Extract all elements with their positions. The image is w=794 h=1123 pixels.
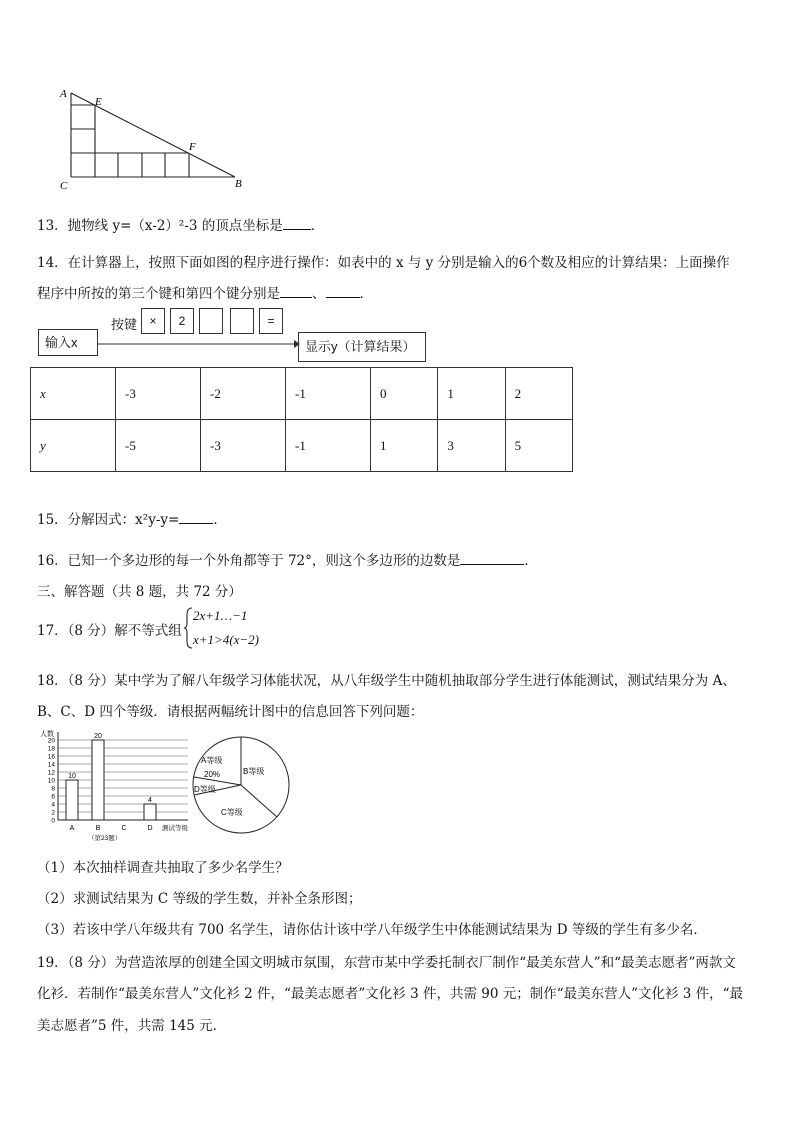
question-19-line3: 美志愿者”5 件，共需 145 元． [37,1018,227,1034]
question-16 [37,549,538,569]
x-tick-label: B [95,825,101,832]
q14-line1: 14．在计算器上，按照下面如图的程序进行操作：如表中的 x 与 y 分别是输入的6个数及相应的计算结果：上面操作 [37,255,730,271]
flow-arrow [98,338,300,350]
y-tick-label: 10 [47,777,55,785]
y-tick-label: 20 [47,737,55,745]
y-tick-label: 8 [51,785,55,793]
y-axis-label: 人数 [40,731,54,738]
data-label: 20 [94,733,102,740]
q14-line2: 程序中所按的第三个键和第四个键分别是 [37,286,280,302]
table-cell: 1 [371,420,438,472]
x-tick-label: A [69,825,75,832]
keys-label: 按键 [111,317,138,332]
question-18-sub1: （1）本次抽样调查共抽取了多少名学生？ [37,860,289,876]
table-row-x [31,368,573,420]
table-cell: -3 [116,368,201,420]
data-label: 4 [148,797,152,804]
q13-end: ． [310,218,325,234]
xy-table [30,367,573,472]
q14-blank-1[interactable] [280,285,312,298]
input-box: 输入x [38,329,98,356]
question-14-line1 [37,251,730,271]
triangle-figure [55,85,255,195]
y-tick-label: 4 [51,801,55,809]
label-A: A [60,88,67,100]
bar-a [66,780,78,820]
question-19-line1: 19．（8 分）为营造浓厚的创建全国文明城市氛围，东营市某中学委托制衣厂制作“最美东营人”和“最美志愿者”两款文 [37,955,736,971]
bar-chart [36,728,192,846]
pie-label-d: D等级 [194,785,216,794]
table-head-y: y [31,420,116,472]
question-15 [37,508,227,528]
key-third-blank[interactable] [199,308,223,334]
q16-end: ． [524,553,538,569]
q15-text: 15．分解因式：x²y-y= [37,512,180,528]
pie-value-a: 20% [204,770,221,779]
q17-inequality-1: 2x+1…−1 [193,608,248,623]
q14-sep: 、 [312,286,326,302]
x-tick-label: D [147,825,153,832]
question-18-sub2: （2）求测试结果为 C 等级的学生数，并补全条形图； [37,891,362,907]
bar-d [144,804,156,820]
q15-end: ． [213,512,227,528]
question-18-line2: B、C、D 四个等级．请根据两幅统计图中的信息回答下列问题： [37,704,424,720]
question-18-sub3: （3）若该中学八年级共有 700 名学生，请你估计该中学八年级学生中体能测试结果为 D 等级的学生有多少名． [37,922,707,938]
table-cell: -5 [116,420,201,472]
pie-label-c: C等级 [221,808,243,817]
table-cell: 3 [438,420,505,472]
x-tick-label: C [121,825,127,832]
table-cell: 0 [371,368,438,420]
pie-label-b: B等级 [243,767,265,776]
y-tick-label: 16 [47,753,55,761]
q13-blank[interactable] [283,217,311,230]
y-tick-label: 2 [51,809,55,817]
table-cell: -2 [201,368,286,420]
table-cell: 1 [438,368,505,420]
x-axis-label: 测试等级 [162,825,188,832]
table-cell: -1 [286,420,371,472]
label-C: C [60,180,68,192]
question-14-line2 [37,282,373,302]
y-tick-label: 0 [51,817,55,825]
table-cell: 5 [505,420,572,472]
table-head-x: x [31,368,116,420]
y-tick-label: 18 [47,745,55,753]
chart-title: （第23题） [88,835,122,842]
question-18-line1: 18．（8 分）某中学为了解八年级学习体能状况，从八年级学生中随机抽取部分学生进行体能测试，测试结果分为 A、 [37,673,736,689]
output-box: 显示y（计算结果） [298,332,426,362]
question-19-line2: 化衫．若制作“最美东营人”文化衫 2 件，“最美志愿者”文化衫 3 件，共需 90 元；制作“最美东营人”文化衫 3 件，“最 [37,986,744,1002]
table-row-y [31,420,573,472]
bar-b [92,740,104,820]
y-tick-label: 6 [51,793,55,801]
system-brace [183,607,193,649]
q15-blank[interactable] [179,511,213,524]
question-17: 17．（8 分）解不等式组 [37,623,182,639]
label-F: F [189,141,196,153]
label-E: E [95,96,102,108]
q14-end: ． [359,286,373,302]
pie-label-a: A等级 [201,756,223,765]
data-label: 10 [68,773,76,780]
key-times[interactable]: × [141,308,165,334]
question-13 [37,214,324,234]
q13-text: 13．抛物线 y=（x-2）²-3 的顶点坐标是 [37,218,283,234]
table-cell: -1 [286,368,371,420]
section-3-title: 三、解答题（共 8 题，共 72 分） [37,584,242,600]
pie-divider-bc [241,785,277,817]
q14-blank-2[interactable] [326,285,360,298]
q16-text: 16．已知一个多边形的每一个外角都等于 72°，则这个多边形的边数是 [37,553,461,569]
q17-inequality-2: x+1>4(x−2) [193,632,260,647]
q16-blank[interactable] [460,552,524,565]
pie-chart [187,733,297,838]
key-fourth-blank[interactable] [230,308,254,334]
y-tick-label: 12 [47,769,55,777]
y-tick-label: 14 [47,761,55,769]
key-2[interactable]: 2 [170,308,194,334]
key-equals[interactable]: = [259,308,283,334]
table-cell: 2 [505,368,572,420]
table-cell: -3 [201,420,286,472]
label-B: B [235,178,242,190]
